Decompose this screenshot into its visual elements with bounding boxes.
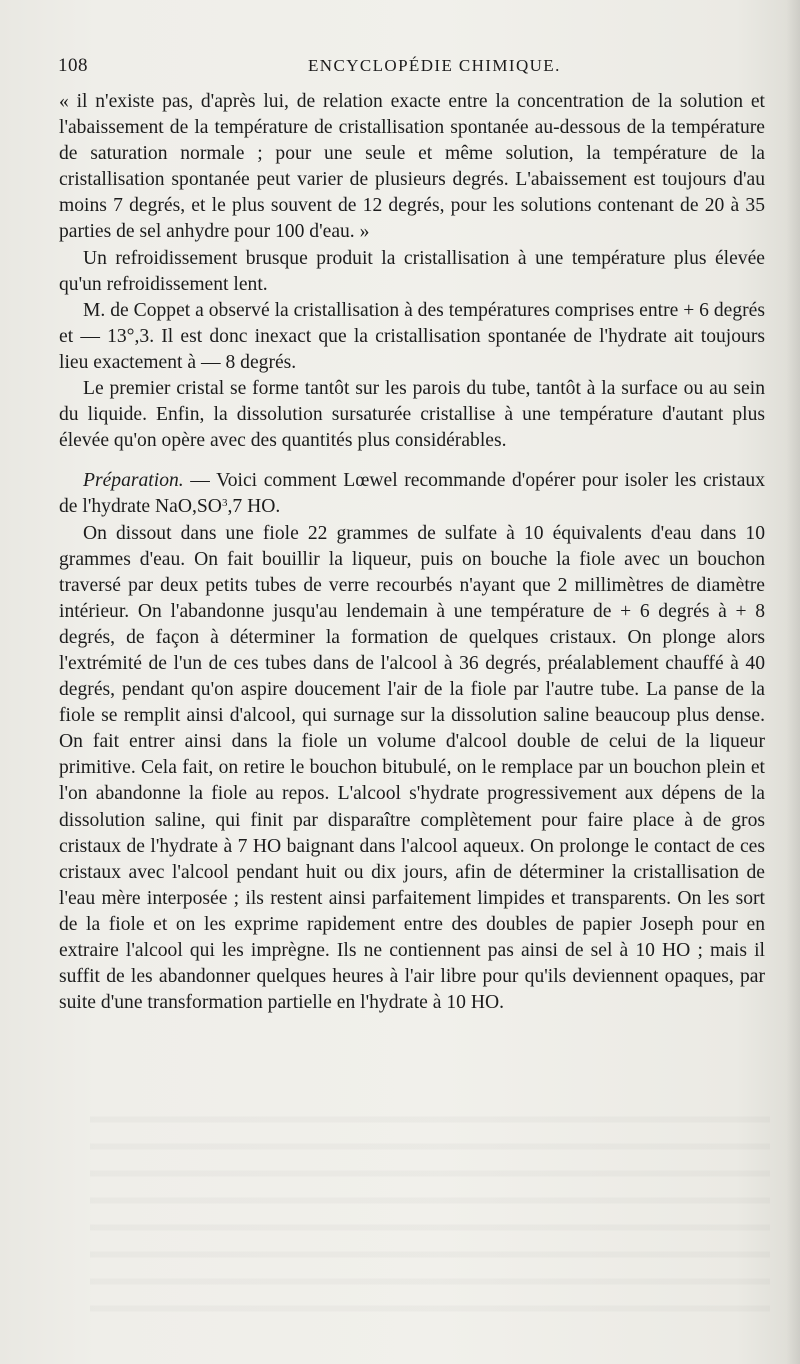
body-text xyxy=(59,89,765,1016)
page-edge-shadow xyxy=(786,0,800,1364)
paragraph-premier-cristal: Le premier cristal se forme tantôt sur les parois du tube, tantôt à la surface ou au sein du liquide. Enfin, la dissolution sursaturée cristallise à une température d'autant plus élevée qu'on opère avec des quantités plus considérables. xyxy=(59,378,765,452)
section-label-preparation: Préparation. xyxy=(83,470,184,492)
preparation-text-before: — Voici comment Lœwel recommande d'opérer pour isoler les cristaux de l'hydrate NaO,SO xyxy=(59,470,765,518)
running-head: ENCYCLOPÉDIE CHIMIQUE. xyxy=(308,56,561,75)
page-number: 108 xyxy=(58,55,88,76)
paragraph-coppet: M. de Coppet a observé la cristallisation à des températures comprises entre + 6 degrés et — 13°,3. Il est donc inexact que la cristallisation spontanée de l'hydrate ait toujours lieu exactement à — 8 degrés. xyxy=(59,299,765,373)
preparation-text-after: ,7 HO. xyxy=(227,496,281,518)
paragraph-quote: « il n'existe pas, d'après lui, de relation exacte entre la concentration de la solution et l'abaissement de la température de cristallisation spontanée au-dessous de la température de saturation normale ; pour une seule et même solution, la température de la cristallisation spontanée peut varier de plusieurs degrés. L'abaissement est toujours d'au moins 7 degrés, et le plus souvent de 12 degrés, pour les solutions contenant de 20 à 35 parties de sel anhydre pour 100 d'eau. » xyxy=(59,91,765,243)
show-through-text xyxy=(90,1100,770,1330)
section-gap xyxy=(59,454,765,468)
formula-superscript: 3 xyxy=(221,497,228,510)
page-header xyxy=(58,55,770,83)
paragraph-preparation xyxy=(59,468,765,520)
paragraph-procedure: On dissout dans une fiole 22 grammes de sulfate à 10 équivalents d'eau dans 10 grammes d'eau. On fait bouillir la liqueur, puis on bouche la fiole avec un bouchon traversé par deux petits tubes de verre recourbés n'ayant que 2 millimètres de diamètre intérieur. On l'abandonne jusqu'au lendemain à une température de + 6 degrés à + 8 degrés, de façon à déterminer la formation de quelques cristaux. On plonge alors l'extrémité de l'un de ces tubes dans de l'alcool à 36 degrés, préalablement chauffé à 40 degrés, pendant qu'on aspire doucement l'air de la fiole par l'autre tube. La panse de la fiole se remplit ainsi d'alcool, qui surnage sur la dissolution saline beaucoup plus dense. On fait entrer ainsi dans la fiole un volume d'alcool double de celui de la liqueur primitive. Cela fait, on retire le bouchon bitubulé, on le remplace par un bouchon plein et l'on abandonne la fiole au repos. L'alcool s'hydrate progressivement aux dépens de la dissolution saline, qui finit par disparaître complètement pour faire place à de gros cristaux de l'hydrate à 7 HO baignant dans l'alcool aqueux. On prolonge le contact de ces cristaux avec l'alcool pendant huit ou dix jours, afin de déterminer la cristallisation de l'eau mère interposée ; ils restent ainsi parfaitement limpides et transparents. On les sort de la fiole et on les exprime rapidement entre des doubles de papier Joseph pour en extraire l'alcool qui les imprègne. Ils ne contiennent pas ainsi de sel à 10 HO ; mais il suffit de les abandonner quelques heures à l'air libre pour qu'ils deviennent opaques, par suite d'une transformation partielle en l'hydrate à 10 HO. xyxy=(59,522,765,1014)
paragraph-refroidissement: Un refroidissement brusque produit la cristallisation à une température plus élevée qu'un refroidissement lent. xyxy=(59,247,765,295)
